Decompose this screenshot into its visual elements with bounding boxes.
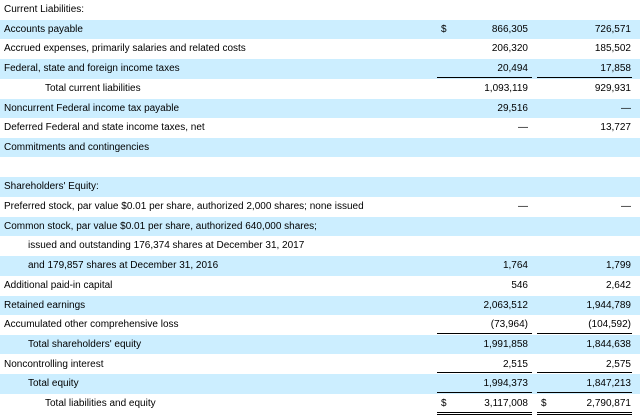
value-2017: 1,093,119 (484, 82, 528, 94)
value-2016: 1,844,638 (586, 338, 631, 350)
value-2017: 3,117,008 (484, 398, 528, 409)
total-underline (437, 77, 532, 78)
value-2016: 1,944,789 (586, 299, 631, 311)
value-2016: 1,847,213 (586, 378, 631, 390)
table-row (0, 177, 640, 197)
value-2016: 185,502 (594, 43, 631, 55)
table-row (0, 236, 640, 256)
row-label: Accrued expenses, primarily salaries and related costs (4, 43, 246, 55)
table-row (0, 79, 640, 99)
total-underline (537, 77, 632, 78)
value-2016: 13,727 (600, 122, 631, 134)
total-underline (537, 333, 632, 334)
currency-symbol-2017: $ (441, 398, 447, 409)
row-label: Common stock, par value $0.01 per share, authorized 640,000 shares; (4, 220, 317, 232)
table-row (0, 158, 640, 178)
row-label: Accounts payable (4, 23, 83, 35)
value-2017: 206,320 (491, 43, 528, 55)
value-2016: — (621, 201, 631, 212)
table-row (0, 394, 640, 414)
value-2017: 1,764 (502, 260, 528, 272)
row-label: Total shareholders' equity (28, 338, 142, 350)
value-2017 (452, 0, 528, 20)
row-label: Total equity (28, 378, 79, 390)
row-label: Accumulated other comprehensive loss (4, 319, 179, 331)
table-row (0, 0, 640, 20)
table-row (0, 315, 640, 335)
currency-symbol-2017: $ (441, 23, 447, 35)
value-2017: 1,991,858 (483, 338, 528, 350)
value-2016: 726,571 (594, 23, 631, 35)
value-2017: 29,516 (497, 102, 528, 114)
table-row (0, 217, 640, 237)
table-row (0, 118, 640, 138)
row-label: Total current liabilities (45, 82, 141, 94)
value-2017: 546 (511, 279, 528, 291)
value-2016: 17,858 (600, 63, 631, 75)
total-underline (437, 372, 532, 373)
value-2016 (552, 236, 631, 256)
value-2017: 866,305 (491, 23, 528, 35)
value-2016: — (621, 102, 631, 114)
value-2016 (552, 0, 631, 20)
value-2016 (552, 177, 631, 197)
table-row (0, 59, 640, 79)
row-label: Noncurrent Federal income tax payable (4, 102, 180, 114)
value-2017 (452, 217, 528, 237)
value-2017: 2,063,512 (483, 299, 528, 311)
table-row (0, 39, 640, 59)
row-label: Noncontrolling interest (4, 358, 104, 370)
table-row (0, 335, 640, 355)
table-row (0, 374, 640, 394)
value-2017: 2,515 (502, 358, 528, 370)
row-label: Retained earnings (4, 299, 86, 311)
table-row (0, 20, 640, 40)
total-underline (537, 392, 632, 393)
table-row (0, 99, 640, 119)
row-label: and 179,857 shares at December 31, 2016 (28, 260, 219, 272)
table-row (0, 256, 640, 276)
row-label: Deferred Federal and state income taxes, net (4, 122, 205, 134)
table-row (0, 355, 640, 375)
table-row (0, 276, 640, 296)
total-underline (537, 372, 632, 373)
row-label: Total liabilities and equity (45, 398, 156, 409)
value-2016: 1,799 (605, 260, 631, 272)
value-2017: — (518, 122, 528, 134)
value-2016: (104,592) (588, 319, 631, 331)
total-underline (437, 412, 532, 413)
table-row (0, 197, 640, 217)
row-label: Additional paid-in capital (4, 279, 113, 291)
value-2016: 2,642 (605, 279, 631, 291)
value-2017 (452, 236, 528, 256)
value-2016: 2,790,871 (586, 398, 631, 409)
total-underline (437, 392, 532, 393)
value-2016: 2,575 (605, 358, 631, 370)
table-row (0, 296, 640, 316)
total-underline (437, 333, 532, 334)
total-underline (537, 412, 632, 413)
value-2016 (552, 217, 631, 237)
table-row (0, 138, 640, 158)
row-label: Current Liabilities: (4, 4, 85, 15)
value-2016 (552, 138, 631, 158)
value-2017 (452, 158, 528, 178)
value-2017: — (518, 201, 528, 212)
value-2017: 1,994,373 (483, 378, 528, 390)
value-2017: (73,964) (490, 319, 528, 331)
row-label: issued and outstanding 176,374 shares at December 31, 2017 (28, 240, 305, 252)
row-label: Commitments and contingencies (4, 141, 150, 153)
row-label: Preferred stock, par value $0.01 per share, authorized 2,000 shares; none issued (4, 201, 364, 212)
row-label: Federal, state and foreign income taxes (4, 63, 180, 75)
currency-symbol-2016: $ (541, 398, 547, 409)
value-2017 (452, 138, 528, 158)
value-2017 (452, 177, 528, 197)
value-2016: 929,931 (594, 82, 631, 94)
value-2017: 20,494 (497, 63, 528, 75)
value-2016 (552, 158, 631, 178)
row-label: Shareholders' Equity: (4, 181, 99, 193)
